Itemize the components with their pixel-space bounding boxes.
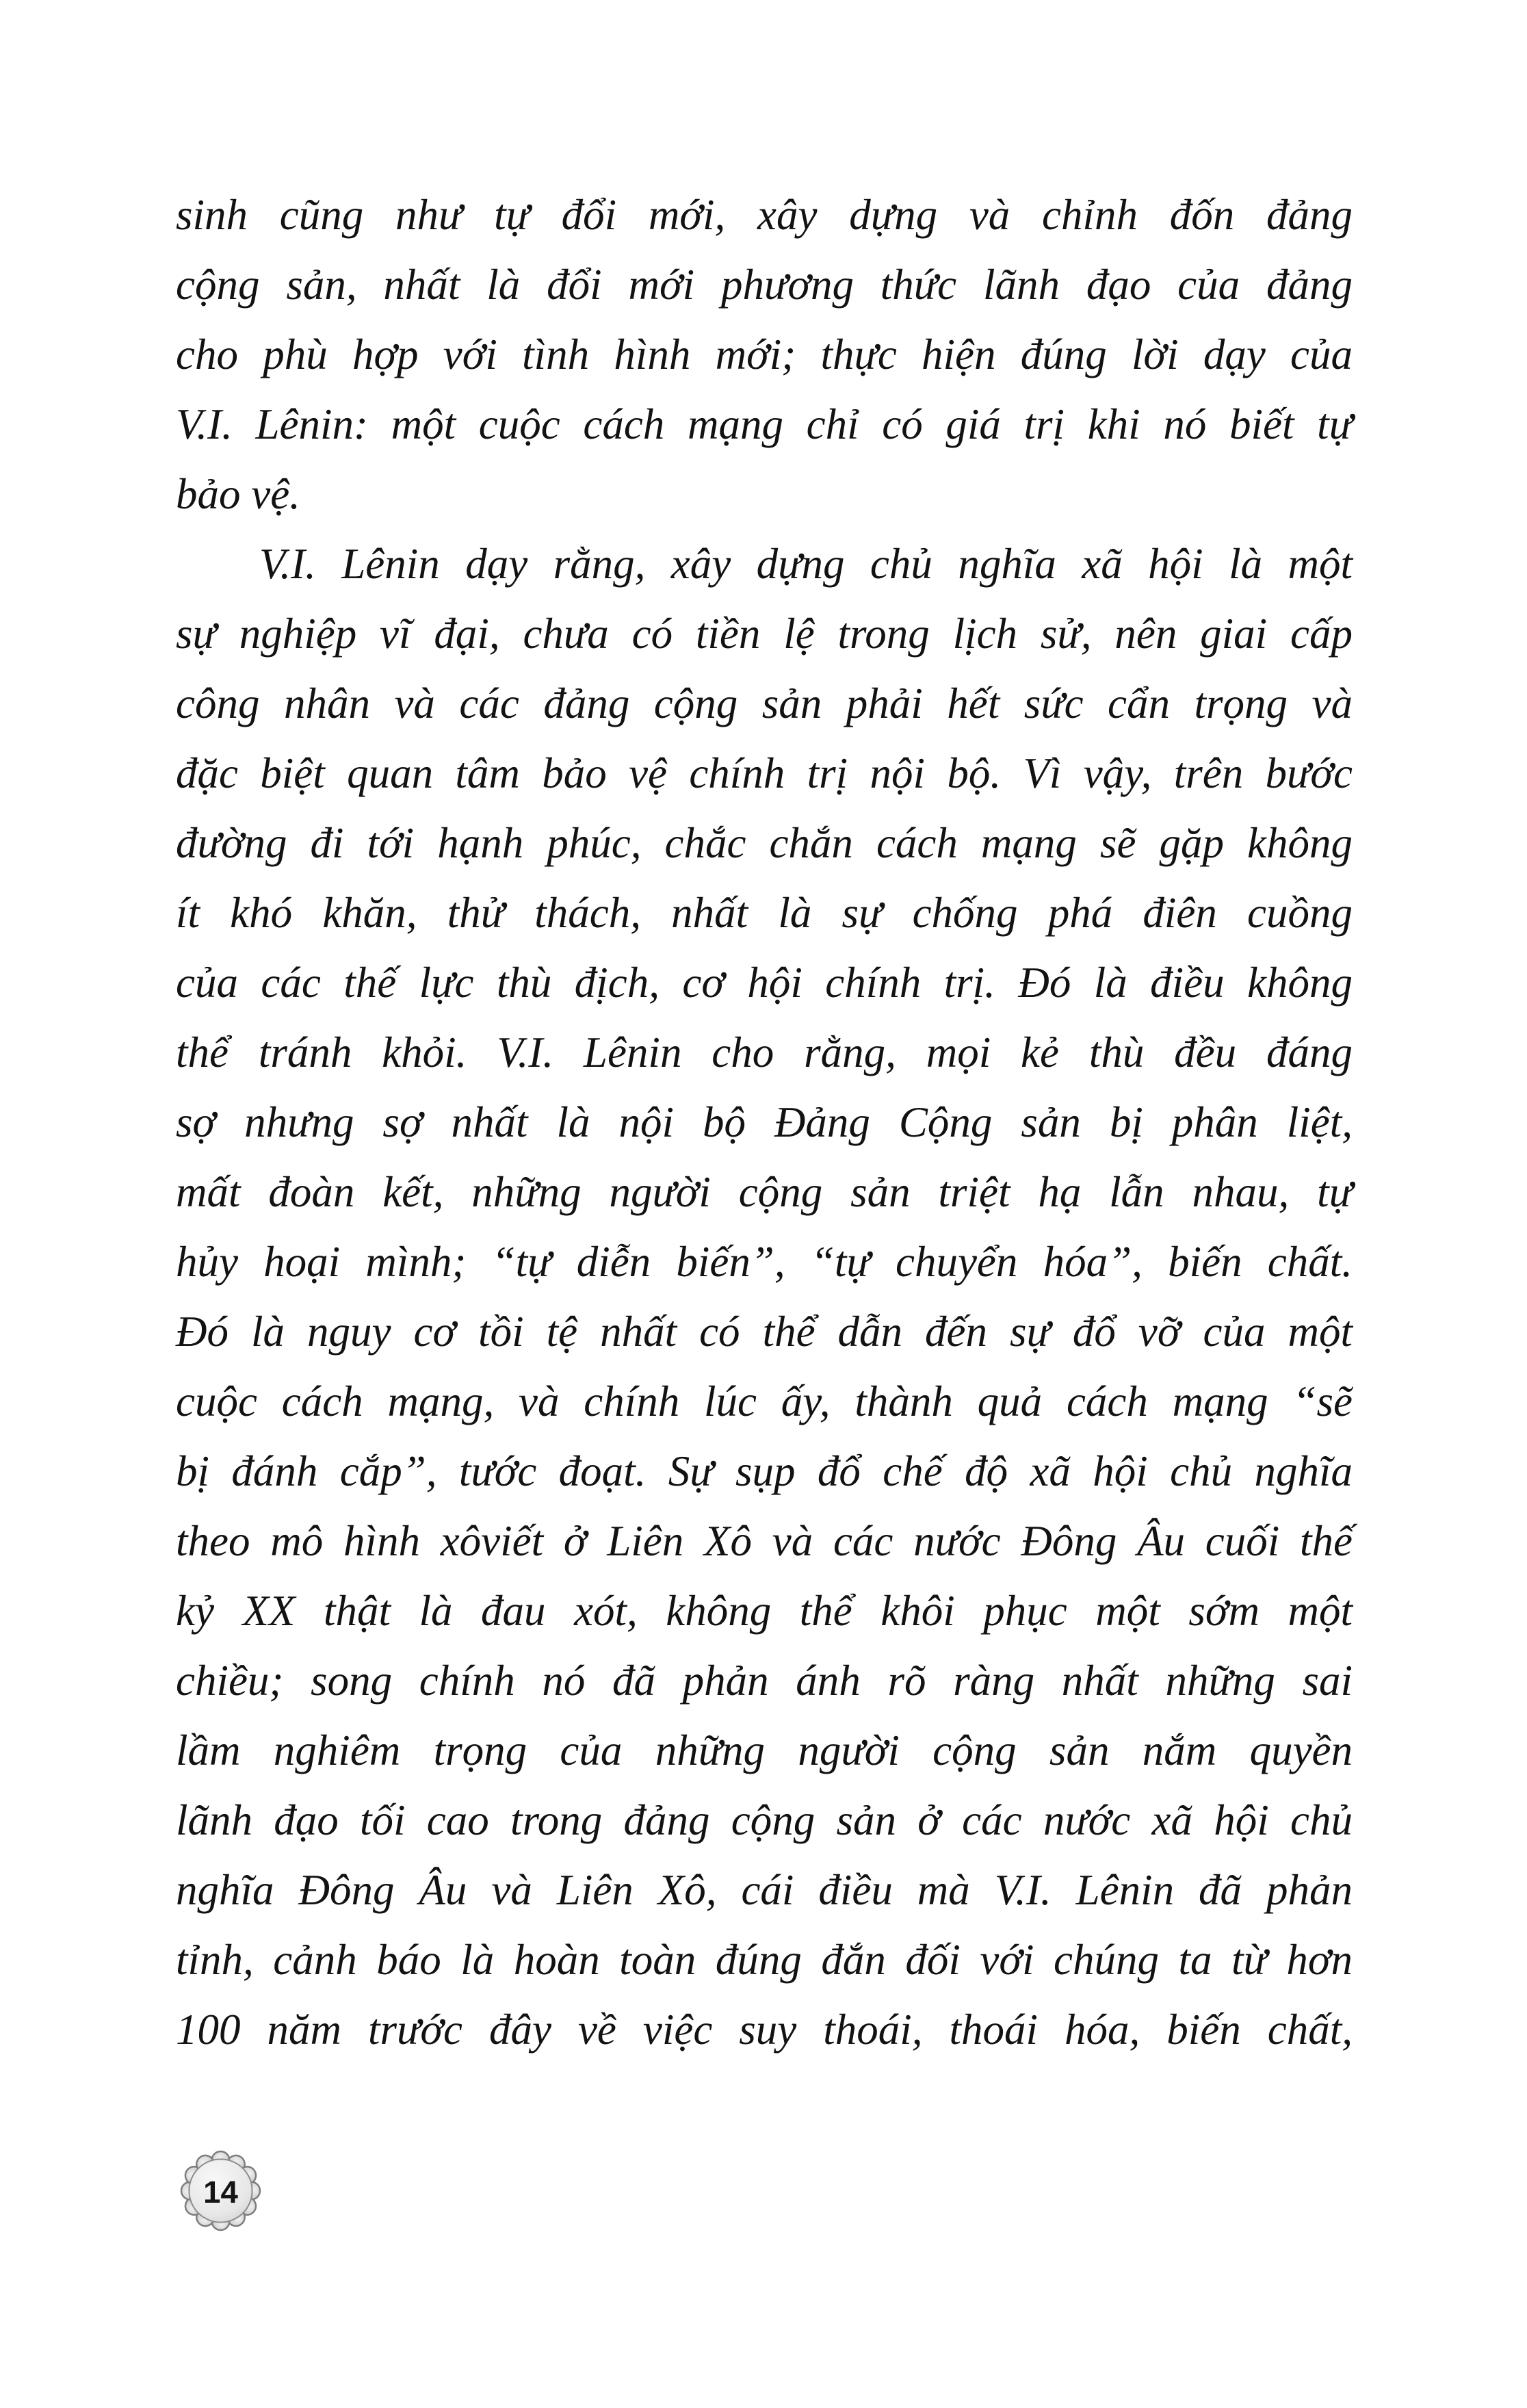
text-line: mất đoàn kết, những người cộng sản triệt hạ lẫn nhau, tự [176, 1168, 1353, 1216]
text-line: lầm nghiêm trọng của những người cộng sản nắm quyền [176, 1726, 1353, 1774]
text-block [176, 180, 1353, 2064]
page-number-badge [180, 2150, 261, 2231]
text-line: thể tránh khỏi. V.I. Lênin cho rằng, mọi kẻ thù đều đáng [176, 1028, 1353, 1076]
text-line: của các thế lực thù địch, cơ hội chính trị. Đó là điều không [176, 959, 1353, 1007]
text-line: công nhân và các đảng cộng sản phải hết sức cẩn trọng và [176, 679, 1353, 727]
text-line: sợ nhưng sợ nhất là nội bộ Đảng Cộng sản bị phân liệt, [176, 1098, 1353, 1146]
paragraph [176, 180, 1353, 529]
text-line: Đó là nguy cơ tồi tệ nhất có thể dẫn đến sự đổ vỡ của một [176, 1308, 1353, 1356]
page-number: 14 [203, 2174, 238, 2210]
paragraph [176, 529, 1353, 2064]
text-line: ít khó khăn, thử thách, nhất là sự chống phá điên cuồng [176, 889, 1353, 937]
text-line: kỷ XX thật là đau xót, không thể khôi phục một sớm một [176, 1587, 1353, 1635]
text-line: sự nghiệp vĩ đại, chưa có tiền lệ trong lịch sử, nên giai cấp [176, 610, 1353, 658]
text-line: cho phù hợp với tình hình mới; thực hiện đúng lời dạy của [176, 331, 1353, 378]
text-line: V.I. Lênin dạy rằng, xây dựng chủ nghĩa xã hội là một [259, 540, 1353, 588]
text-line: sinh cũng như tự đổi mới, xây dựng và chỉnh đốn đảng [176, 191, 1353, 239]
text-line: theo mô hình xôviết ở Liên Xô và các nước Đông Âu cuối thế [176, 1517, 1353, 1565]
text-line: hủy hoại mình; “tự diễn biến”, “tự chuyển hóa”, biến chất. [176, 1238, 1353, 1286]
text-line: đặc biệt quan tâm bảo vệ chính trị nội bộ. Vì vậy, trên bước [176, 749, 1353, 797]
text-line: bị đánh cắp”, tước đoạt. Sự sụp đổ chế độ xã hội chủ nghĩa [176, 1447, 1353, 1495]
text-line: chiều; song chính nó đã phản ánh rõ ràng nhất những sai [176, 1657, 1353, 1705]
text-line: V.I. Lênin: một cuộc cách mạng chỉ có giá trị khi nó biết tự [176, 400, 1353, 448]
text-line: cuộc cách mạng, và chính lúc ấy, thành quả cách mạng “sẽ [176, 1377, 1353, 1425]
scalloped-seal-icon [180, 2150, 261, 2231]
text-line: 100 năm trước đây về việc suy thoái, thoái hóa, biến chất, [176, 2006, 1353, 2054]
text-line: đường đi tới hạnh phúc, chắc chắn cách mạng sẽ gặp không [176, 819, 1353, 867]
text-line: bảo vệ. [176, 470, 300, 518]
text-line: cộng sản, nhất là đổi mới phương thức lãnh đạo của đảng [176, 261, 1353, 309]
text-line: nghĩa Đông Âu và Liên Xô, cái điều mà V.I. Lênin đã phản [176, 1866, 1353, 1914]
text-line: tỉnh, cảnh báo là hoàn toàn đúng đắn đối với chúng ta từ hơn [176, 1936, 1353, 1984]
text-line: lãnh đạo tối cao trong đảng cộng sản ở các nước xã hội chủ [176, 1796, 1353, 1844]
